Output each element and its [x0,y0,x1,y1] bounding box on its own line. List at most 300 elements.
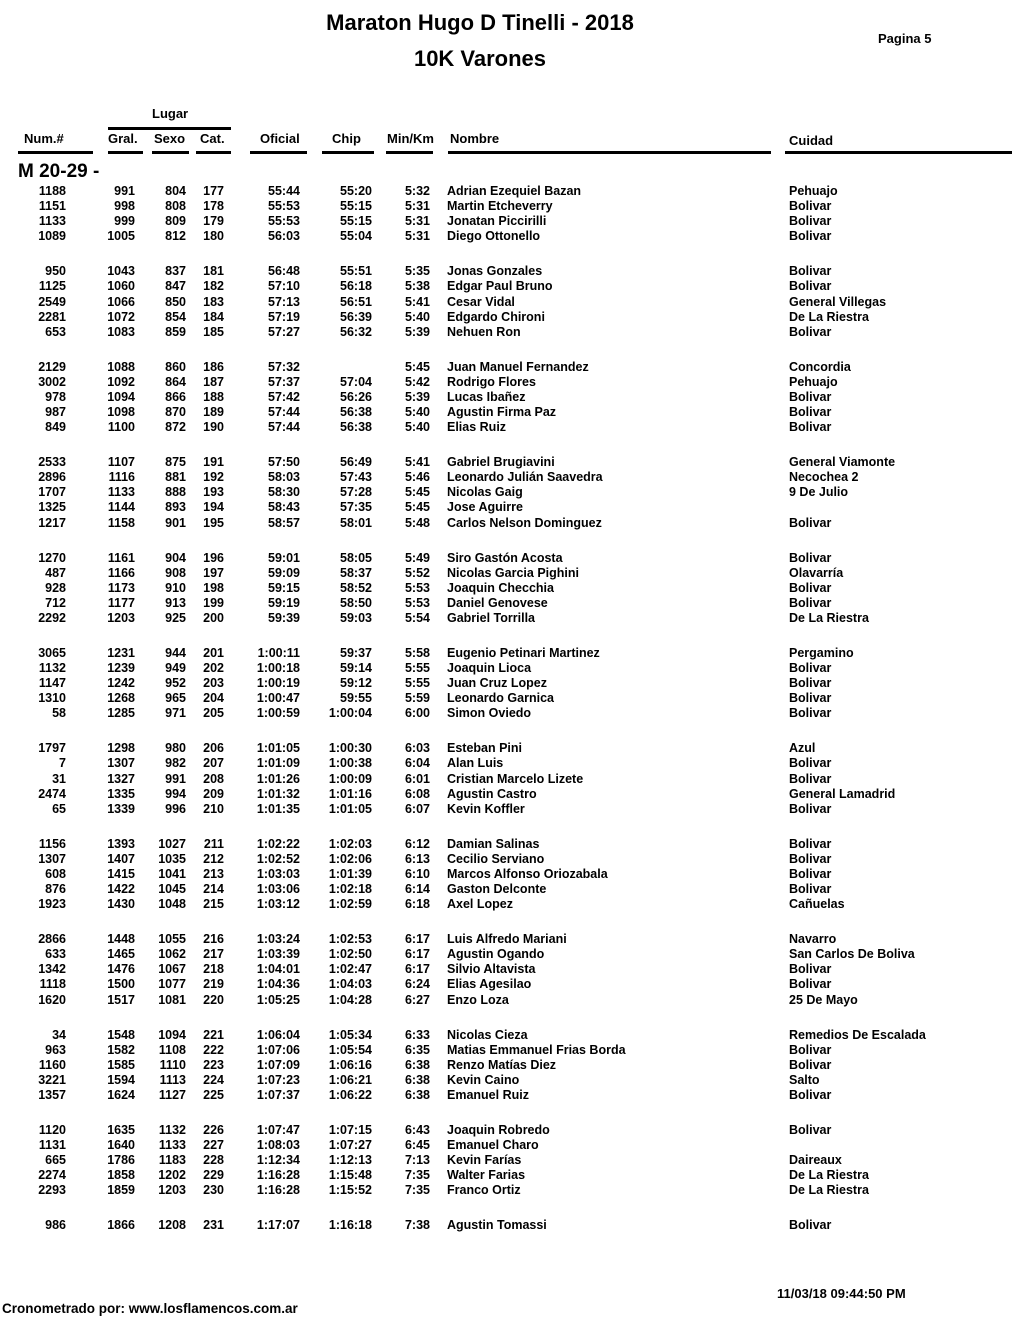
runner-city: Bolivar [789,515,832,530]
chip-time: 1:02:18 [328,882,372,896]
official-time: 1:06:04 [256,1027,300,1042]
runner-name: Esteban Pini [447,741,523,756]
place-overall: 1407 [107,851,135,866]
table-row [0,184,1024,199]
table-row [0,1088,1024,1103]
runner-name: Juan Cruz Lopez [447,676,548,691]
runner-number: 1357 [38,1087,66,1102]
place-category: 198 [203,580,224,595]
runner-city: Bolivar [789,836,832,851]
pace-min-km: 5:52 [404,565,430,580]
place-category: 181 [203,264,224,279]
place-gender: 925 [165,610,186,625]
runner-number: 3065 [38,645,66,660]
pace-min-km: 5:41 [404,455,430,470]
pace-min-km: 6:14 [404,882,430,896]
col-header-minkm: Min/Km [387,131,434,146]
official-time: 1:00:18 [256,661,300,675]
table-row [0,279,1024,294]
table-row [0,516,1024,531]
runner-name: Rodrigo Flores [447,374,536,389]
official-time: 56:03 [268,229,300,244]
place-gender: 864 [165,374,186,389]
runner-number: 3002 [38,374,66,389]
official-time: 1:00:11 [257,645,300,660]
place-overall: 1298 [107,741,135,756]
place-category: 223 [203,1057,224,1072]
place-overall: 1339 [107,801,135,816]
place-overall: 1133 [107,485,135,500]
runner-name: Edgardo Chironi [447,309,545,324]
runner-name: Jose Aguirre [447,500,523,515]
table-row [0,310,1024,325]
table-row [0,551,1024,566]
report-timestamp: 11/03/18 09:44:50 PM [777,1286,906,1301]
table-row [0,611,1024,626]
runner-city: Concordia [789,359,851,374]
table-row [0,229,1024,244]
official-time: 1:07:47 [256,1122,300,1137]
place-category: 182 [203,279,224,294]
table-row [0,897,1024,912]
runner-city: Bolivar [789,866,832,881]
place-category: 183 [203,294,224,309]
place-category: 188 [203,389,224,404]
official-time: 1:03:06 [256,882,300,896]
place-overall: 1786 [107,1153,135,1168]
table-row [0,706,1024,721]
place-category: 202 [203,661,224,675]
place-gender: 949 [165,661,186,675]
runner-number: 876 [45,882,66,896]
official-time: 1:17:07 [256,1218,300,1233]
chip-time: 1:07:15 [328,1122,372,1137]
pace-min-km: 6:17 [404,947,430,962]
place-category: 199 [203,595,224,610]
runner-number: 1151 [38,199,66,214]
runner-name: Cristian Marcelo Lizete [447,771,584,786]
place-gender: 1041 [158,866,186,881]
runner-number: 2533 [38,455,66,470]
place-overall: 1422 [107,882,135,896]
place-overall: 1430 [107,897,135,912]
place-gender: 991 [165,771,186,786]
race-title: Maraton Hugo D Tinelli - 2018 [326,10,634,35]
table-row [0,756,1024,771]
pace-min-km: 5:53 [404,595,430,610]
table-row [0,1028,1024,1043]
runner-city: Bolivar [789,420,832,435]
pace-min-km: 6:07 [404,801,430,816]
col-header-cat: Cat. [200,131,225,146]
place-overall: 1231 [107,645,135,660]
table-row [0,500,1024,515]
pace-min-km: 5:49 [404,550,430,565]
chip-time: 1:06:22 [328,1087,372,1102]
place-overall: 1072 [107,309,135,324]
place-overall: 1858 [107,1168,135,1183]
runner-name: Agustin Castro [447,786,537,801]
official-time: 1:01:35 [256,801,300,816]
place-overall: 999 [114,214,135,229]
place-overall: 1161 [107,550,135,565]
official-time: 57:44 [268,405,300,419]
place-gender: 808 [165,199,186,214]
place-overall: 1083 [107,324,135,339]
place-overall: 1866 [107,1218,135,1233]
official-time: 55:53 [268,214,300,229]
place-overall: 1517 [107,992,135,1007]
pace-min-km: 6:04 [404,756,430,771]
place-gender: 872 [165,420,186,435]
chip-time: 55:04 [340,229,372,244]
pace-min-km: 6:17 [404,962,430,977]
runner-number: 1707 [38,485,66,500]
runner-city: Navarro [789,932,837,947]
place-category: 210 [203,801,224,816]
runner-number: 2292 [38,610,66,625]
runner-name: Alan Luis [447,756,504,771]
runner-name: Gaston Delconte [447,882,547,896]
place-overall: 1582 [107,1042,135,1057]
table-row [0,932,1024,947]
race-subtitle: 10K Varones [413,46,547,71]
place-category: 197 [203,565,224,580]
place-gender: 1045 [158,882,186,896]
runner-name: Marcos Alfonso Oriozabala [447,866,608,881]
runner-city: Bolivar [789,676,832,691]
pace-min-km: 6:10 [404,866,430,881]
official-time: 1:04:01 [256,962,300,977]
runner-city: Bolivar [789,199,832,214]
place-gender: 901 [165,515,186,530]
runner-number: 2866 [38,932,66,947]
place-category: 222 [203,1042,224,1057]
runner-city: Bolivar [789,550,832,565]
chip-time: 1:02:50 [328,947,372,962]
table-row [0,596,1024,611]
place-gender: 1094 [158,1027,186,1042]
official-time: 1:01:26 [256,771,300,786]
place-gender: 1035 [158,851,186,866]
place-overall: 1144 [107,500,135,515]
chip-time: 1:00:09 [328,771,372,786]
pace-min-km: 5:39 [404,324,430,339]
place-gender: 866 [165,389,186,404]
runner-name: Adrian Ezequiel Bazan [447,184,582,198]
runner-city: Bolivar [789,1087,832,1102]
runner-name: Gabriel Brugiavini [447,455,555,470]
place-overall: 1098 [107,405,135,419]
place-gender: 1127 [158,1087,186,1102]
chip-time: 1:16:18 [328,1218,372,1233]
runner-number: 34 [52,1027,66,1042]
official-time: 57:13 [268,294,300,309]
place-overall: 1107 [107,455,135,470]
pace-min-km: 6:13 [404,851,430,866]
pace-min-km: 6:45 [404,1138,430,1152]
chip-time: 59:03 [340,610,372,625]
table-row [0,962,1024,977]
table-row [0,1153,1024,1168]
table-row [0,1183,1024,1198]
place-overall: 1476 [107,962,135,977]
table-row [0,772,1024,787]
place-overall: 1158 [107,515,135,530]
place-gender: 980 [165,741,186,756]
runner-city: Necochea 2 [789,470,859,485]
place-overall: 1635 [107,1122,135,1137]
runner-number: 2129 [38,359,66,374]
place-gender: 870 [165,405,186,419]
runner-name: Elias Ruiz [447,420,507,435]
pace-min-km: 6:33 [404,1027,430,1042]
table-row [0,676,1024,691]
place-gender: 804 [165,184,186,198]
place-category: 231 [203,1218,224,1233]
runner-number: 1270 [38,550,66,565]
header-rule-sexo [152,151,189,154]
table-row [0,214,1024,229]
place-overall: 1624 [107,1087,135,1102]
place-overall: 1415 [107,866,135,881]
place-overall: 1242 [107,676,135,691]
place-overall: 1043 [107,264,135,279]
runner-name: Walter Farias [447,1168,526,1183]
runner-name: Eugenio Petinari Martinez [447,645,600,660]
official-time: 58:57 [268,515,300,530]
col-header-oficial: Oficial [260,131,300,146]
runner-name: Martin Etcheverry [447,199,553,214]
runner-number: 2474 [38,786,66,801]
runner-city: De La Riestra [789,309,869,324]
runner-name: Leonardo Garnica [447,691,554,706]
place-gender: 982 [165,756,186,771]
place-gender: 1202 [158,1168,186,1183]
table-row [0,581,1024,596]
official-time: 1:07:23 [256,1072,300,1087]
official-time: 59:15 [268,580,300,595]
official-time: 57:27 [268,324,300,339]
runner-name: Cesar Vidal [447,294,515,309]
place-category: 200 [203,610,224,625]
table-row [0,566,1024,581]
runner-number: 1217 [38,515,66,530]
table-row [0,802,1024,817]
place-gender: 996 [165,801,186,816]
table-row [0,390,1024,405]
runner-number: 1089 [38,229,66,244]
place-category: 213 [203,866,224,881]
pace-min-km: 5:31 [404,199,430,214]
place-category: 185 [203,324,224,339]
official-time: 55:53 [268,199,300,214]
place-gender: 881 [165,470,186,485]
runner-city: Azul [789,741,816,756]
runner-name: Jonas Gonzales [447,264,543,279]
place-category: 219 [203,977,224,992]
chip-time: 58:52 [340,580,372,595]
runner-number: 2274 [38,1168,66,1183]
place-category: 193 [203,485,224,500]
table-row [0,1218,1024,1233]
runner-city: General Villegas [789,294,887,309]
place-overall: 1548 [107,1027,135,1042]
pace-min-km: 6:27 [404,992,430,1007]
place-overall: 1585 [107,1057,135,1072]
place-category: 216 [203,932,224,947]
pace-min-km: 5:54 [404,610,430,625]
place-category: 187 [203,374,224,389]
runner-number: 928 [45,580,66,595]
chip-time: 1:01:16 [328,786,372,801]
pace-min-km: 5:32 [404,184,430,198]
table-row [0,1168,1024,1183]
official-time: 59:39 [268,610,300,625]
official-time: 1:03:12 [256,897,300,912]
runner-name: Enzo Loza [447,992,509,1007]
chip-time: 57:43 [340,470,372,485]
official-time: 1:02:22 [256,836,300,851]
official-time: 1:03:39 [256,947,300,962]
place-category: 190 [203,420,224,435]
table-row [0,360,1024,375]
place-category: 194 [203,500,224,515]
table-row [0,993,1024,1008]
chip-time: 59:12 [340,676,372,691]
runner-number: 3221 [38,1072,66,1087]
place-category: 180 [203,229,224,244]
pace-min-km: 5:53 [404,580,430,595]
runner-number: 1118 [39,977,66,992]
place-gender: 1208 [158,1218,186,1233]
header-rule-num [18,151,93,154]
chip-time: 57:35 [340,500,372,515]
runner-number: 665 [45,1153,66,1168]
runner-name: Cecilio Serviano [447,851,545,866]
place-overall: 1335 [107,786,135,801]
runner-name: Emanuel Charo [447,1138,539,1152]
runner-name: Siro Gastón Acosta [447,550,563,565]
official-time: 59:19 [268,595,300,610]
place-category: 208 [203,771,224,786]
pace-min-km: 6:12 [404,836,430,851]
official-time: 57:19 [268,309,300,324]
place-gender: 908 [165,565,186,580]
place-gender: 837 [165,264,186,279]
chip-time: 56:49 [340,455,372,470]
place-category: 207 [203,756,224,771]
place-gender: 994 [165,786,186,801]
runner-city: Bolivar [789,324,832,339]
place-overall: 1307 [107,756,135,771]
place-gender: 965 [165,691,186,706]
chip-time: 1:00:38 [328,756,372,771]
place-gender: 1203 [158,1183,186,1198]
official-time: 1:03:03 [256,866,300,881]
runner-number: 2281 [38,309,66,324]
runner-name: Nicolas Cieza [447,1027,528,1042]
pace-min-km: 5:42 [404,374,430,389]
runner-name: Carlos Nelson Dominguez [447,515,602,530]
place-overall: 1640 [107,1138,135,1152]
place-overall: 1100 [107,420,135,435]
runner-city: Pergamino [789,645,854,660]
place-overall: 1327 [107,771,135,786]
runner-number: 1131 [38,1138,66,1152]
pace-min-km: 6:24 [404,977,430,992]
header-rule-oficial [250,151,307,154]
runner-name: Nehuen Ron [447,324,521,339]
chip-time: 57:28 [340,485,372,500]
runner-number: 31 [52,771,66,786]
runner-city: 9 De Julio [789,485,849,500]
official-time: 58:30 [268,485,300,500]
chip-time: 57:04 [340,374,372,389]
place-gender: 860 [165,359,186,374]
place-category: 218 [203,962,224,977]
place-overall: 1500 [107,977,135,992]
official-time: 1:02:52 [256,851,300,866]
chip-time: 58:05 [340,550,372,565]
runner-number: 1133 [38,214,66,229]
chip-time: 1:15:48 [328,1168,372,1183]
page-number: Pagina 5 [878,31,932,46]
official-time: 1:04:36 [256,977,300,992]
official-time: 1:07:37 [256,1087,300,1102]
place-category: 224 [203,1072,224,1087]
runner-name: Simon Oviedo [447,706,532,721]
place-overall: 1005 [107,229,135,244]
runner-name: Diego Ottonello [447,229,541,244]
place-gender: 888 [165,485,186,500]
place-category: 203 [203,676,224,691]
chip-time: 56:18 [340,279,372,294]
place-overall: 991 [114,184,135,198]
runner-city: San Carlos De Boliva [789,947,915,962]
place-category: 230 [203,1183,224,1198]
chip-time: 1:02:06 [328,851,372,866]
pace-min-km: 6:08 [404,786,430,801]
place-gender: 1067 [158,962,186,977]
runner-city: Bolivar [789,691,832,706]
place-gender: 904 [165,550,186,565]
place-category: 225 [203,1087,224,1102]
runner-name: Kevin Caino [447,1072,520,1087]
runner-city: Pehuajo [789,374,838,389]
place-category: 221 [203,1027,224,1042]
col-header-sexo: Sexo [154,131,186,146]
place-gender: 1062 [158,947,186,962]
runner-name: Leonardo Julián Saavedra [447,470,603,485]
runner-city: 25 De Mayo [789,992,858,1007]
table-row [0,264,1024,279]
chip-time: 55:20 [340,184,372,198]
pace-min-km: 6:38 [404,1072,430,1087]
runner-name: Joaquin Lioca [447,661,532,675]
official-time: 1:08:03 [256,1138,300,1152]
col-header-num: Num.# [24,131,64,146]
runner-name: Emanuel Ruiz [447,1087,529,1102]
col-header-nombre: Nombre [450,131,500,146]
table-row [0,661,1024,676]
runner-number: 65 [52,801,66,816]
place-category: 191 [203,455,224,470]
pace-min-km: 5:45 [404,485,430,500]
table-row [0,199,1024,214]
official-time: 57:42 [268,389,300,404]
runner-city: De La Riestra [789,1183,869,1198]
